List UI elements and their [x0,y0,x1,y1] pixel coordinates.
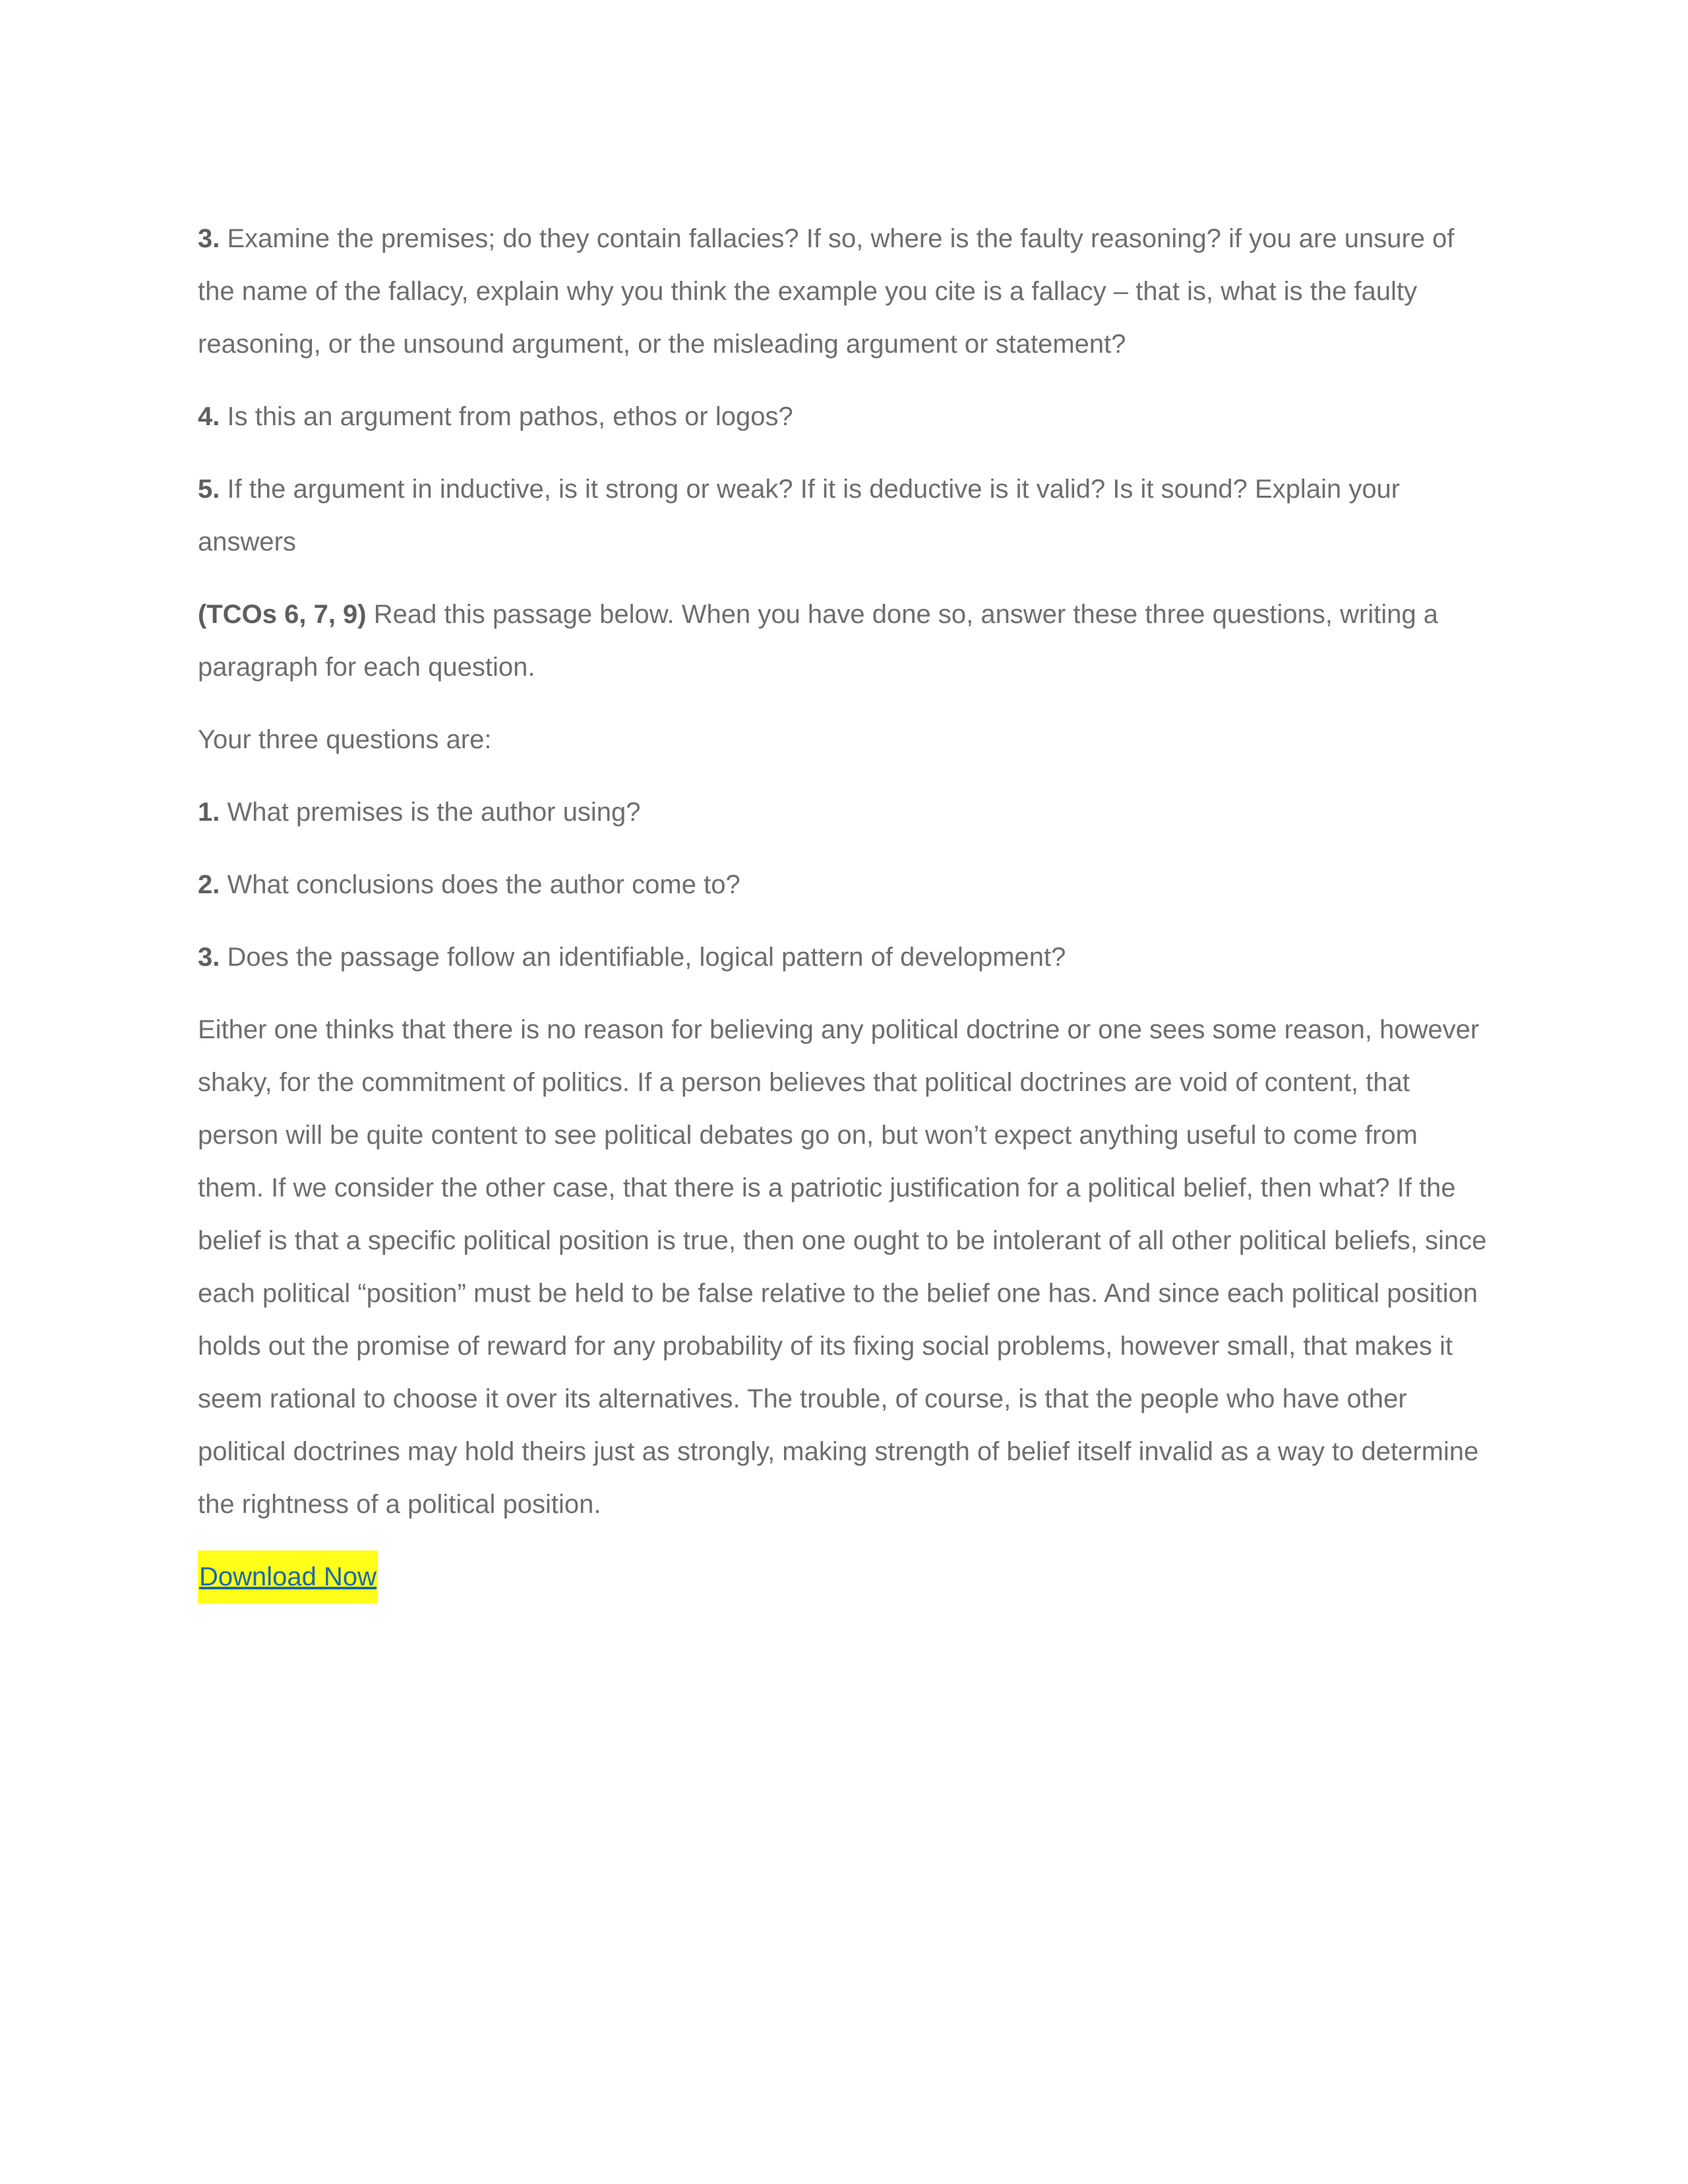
item-number: 3. [198,943,220,972]
question-3-premises [198,212,1490,370]
passage-text: Either one thinks that there is no reason for believing any political doctrine or one sees some reason, however shaky, for the commitment of politics. If a person believes that political doctrines are void of content, that person will be quite content to see political debates go on, but won’t expect anything useful to come from them. If we consider the other case, that there is a patriotic justification for a political belief, then what? If the belief is that a specific political position is true, then one ought to be intolerant of all other political beliefs, since each political “position” must be held to be false relative to the belief one has. And since each political position holds out the promise of reward for any probability of its fixing social problems, however small, that makes it seem rational to choose it over its alternatives. The trouble, of course, is that the people who have other political doctrines may hold theirs just as strongly, making strength of belief itself invalid as a way to determine the rightness of a political position. [198,1015,1487,1519]
document-body [198,212,1490,1603]
download-now-link[interactable]: Download Now [199,1562,377,1591]
item-number: 4. [198,402,220,431]
question-4-argument-type [198,390,1490,443]
item-text: What conclusions does the author come to? [220,870,740,899]
item-text: Read this passage below. When you have done so, answer these three questions, writing a paragraph for each question. [198,600,1439,682]
questions-intro: Your three questions are: [198,725,492,754]
question-1 [198,786,1490,839]
question-2 [198,858,1490,911]
tcos-label: (TCOs 6, 7, 9) [198,600,367,629]
download-highlight [198,1550,378,1603]
item-number: 2. [198,870,220,899]
item-number: 5. [198,475,220,504]
question-3-pattern [198,931,1490,984]
item-text: If the argument in inductive, is it strong or weak? If it is deductive is it valid? Is it sound? Explain your answers [198,475,1401,556]
item-text: What premises is the author using? [220,798,641,827]
question-5-strength [198,463,1490,568]
item-text: Is this an argument from pathos, ethos or logos? [220,402,793,431]
tcos-instructions [198,588,1490,694]
item-number: 3. [198,224,220,253]
item-text: Does the passage follow an identifiable, logical pattern of development? [220,943,1066,972]
item-text: Examine the premises; do they contain fallacies? If so, where is the faulty reasoning? if you are unsure of the name of the fallacy, explain why you think the example you cite is a fallacy – that is, what is the faulty reasoning, or the unsound argument, or the misleading argument or statement? [198,224,1455,359]
item-number: 1. [198,798,220,827]
